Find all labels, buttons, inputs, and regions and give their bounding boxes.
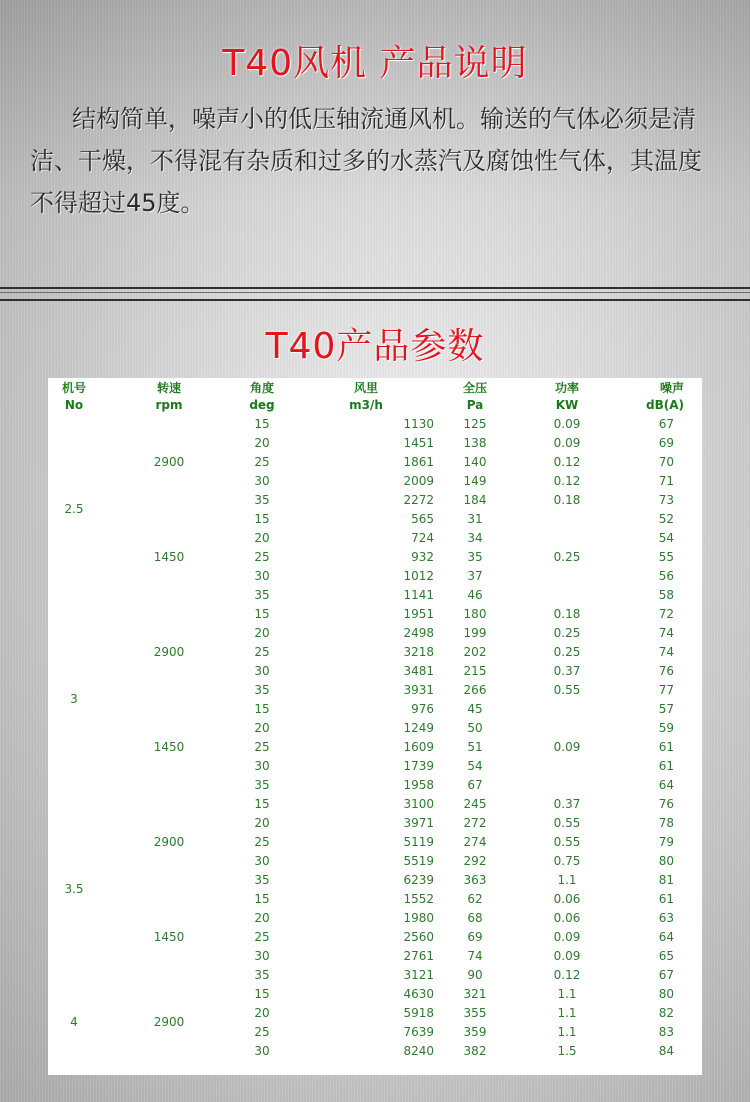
power-cell: 1.1 [557,986,577,1001]
power-cell: 0.25 [553,644,581,659]
airflow-cell: 5519 [403,853,434,868]
airflow-cell: 1861 [403,454,434,469]
airflow-cell: 3218 [403,644,434,659]
noise-cell: 78 [658,815,674,830]
fan-number-cell: 3 [70,692,78,706]
noise-cell: 76 [658,663,674,678]
airflow-cell: 5918 [403,1005,434,1020]
pressure-cell: 292 [463,853,487,868]
angle-cell: 15 [254,701,270,716]
table-row [48,414,702,433]
airflow-cell: 1451 [403,435,434,450]
noise-cell: 63 [658,910,674,925]
power-cell: 0.09 [553,416,581,431]
pressure-cell: 125 [463,416,487,431]
power-cell: 0.37 [553,796,581,811]
table-row [48,984,702,1003]
pressure-cell: 90 [467,967,483,982]
pressure-cell: 69 [467,929,483,944]
params-table-body [48,414,702,1060]
power-cell: 1.1 [557,1005,577,1020]
airflow-cell: 724 [411,530,434,545]
speed-cell: 1450 [153,549,185,564]
airflow-cell: 5119 [403,834,434,849]
power-cell: 0.09 [553,948,581,963]
angle-cell: 15 [254,416,270,431]
header-noise-en: dB(A) [646,398,684,412]
pressure-cell: 149 [463,473,487,488]
speed-cell: 2900 [153,454,185,469]
speed-cell: 1450 [153,929,185,944]
power-cell [504,756,630,775]
airflow-cell: 2560 [403,929,434,944]
angle-cell: 35 [254,492,270,507]
header-deg-cn: 角度 [249,380,274,395]
noise-cell: 80 [658,853,674,868]
power-cell: 1.1 [557,872,577,887]
pressure-cell: 215 [463,663,487,678]
power-cell: 0.06 [553,910,581,925]
pressure-cell: 35 [467,549,483,564]
angle-cell: 25 [254,929,270,944]
airflow-cell: 3100 [403,796,434,811]
power-cell: 0.55 [553,834,581,849]
params-title: T40产品参数 [265,326,485,367]
header-pressure-en: Pa [466,398,484,412]
angle-cell: 25 [254,454,270,469]
noise-cell: 72 [658,606,674,621]
power-cell: 0.12 [553,454,581,469]
noise-cell: 57 [658,701,674,716]
power-cell: 0.18 [553,492,581,507]
power-cell [504,566,630,585]
angle-cell: 15 [254,606,270,621]
header-rpm-en: rpm [155,398,183,412]
noise-cell: 54 [658,530,674,545]
power-cell [504,585,630,604]
angle-cell: 25 [254,834,270,849]
power-cell: 0.18 [553,606,581,621]
power-cell [504,509,630,528]
airflow-cell: 6239 [403,872,434,887]
angle-cell: 20 [254,435,270,450]
power-cell: 0.12 [553,967,581,982]
airflow-cell: 3971 [403,815,434,830]
pressure-cell: 199 [463,625,487,640]
airflow-cell: 8240 [403,1043,434,1058]
power-cell: 1.1 [557,1024,577,1039]
noise-cell: 73 [658,492,674,507]
airflow-cell: 1951 [403,606,434,621]
airflow-cell: 1958 [403,777,434,792]
angle-cell: 20 [254,530,270,545]
noise-cell: 61 [658,758,674,773]
pressure-cell: 359 [463,1024,487,1039]
table-row [48,794,702,813]
noise-cell: 83 [658,1024,674,1039]
angle-cell: 25 [254,1024,270,1039]
airflow-cell: 932 [411,549,434,564]
header-noise-cn: 噪声 [659,380,684,395]
airflow-cell: 1552 [403,891,434,906]
angle-cell: 30 [254,948,270,963]
airflow-cell: 2009 [403,473,434,488]
noise-cell: 64 [658,929,674,944]
airflow-cell: 1012 [403,568,434,583]
pressure-cell: 266 [463,682,487,697]
header-airflow-en: m3/h [349,398,383,412]
noise-cell: 65 [658,948,674,963]
angle-cell: 35 [254,967,270,982]
pressure-cell: 54 [467,758,483,773]
pressure-cell: 321 [463,986,487,1001]
noise-cell: 82 [658,1005,674,1020]
noise-cell: 67 [658,967,674,982]
noise-cell: 81 [658,872,674,887]
speed-cell: 1450 [153,739,185,754]
noise-cell: 76 [658,796,674,811]
power-cell [504,775,630,794]
header-rpm-cn: 转速 [156,380,181,395]
table-row [48,509,702,528]
speed-cell: 2900 [153,644,185,659]
noise-cell: 80 [658,986,674,1001]
airflow-cell: 7639 [403,1024,434,1039]
angle-cell: 35 [254,587,270,602]
power-cell: 0.37 [553,663,581,678]
header-row-cn [48,378,702,396]
table-row [48,604,702,623]
section-divider [0,287,750,301]
params-table [48,378,702,1060]
angle-cell: 20 [254,815,270,830]
angle-cell: 30 [254,853,270,868]
airflow-cell: 1609 [403,739,434,754]
angle-cell: 15 [254,986,270,1001]
airflow-cell: 2498 [403,625,434,640]
power-cell [504,718,630,737]
noise-cell: 64 [658,777,674,792]
power-cell: 0.09 [553,739,581,754]
noise-cell: 52 [658,511,674,526]
pressure-cell: 45 [467,701,483,716]
angle-cell: 20 [254,910,270,925]
noise-cell: 77 [658,682,674,697]
angle-cell: 20 [254,720,270,735]
header-power-cn: 功率 [554,380,579,395]
airflow-cell: 1739 [403,758,434,773]
pressure-cell: 34 [467,530,483,545]
header-airflow-cn: 风里 [353,380,378,395]
angle-cell: 30 [254,758,270,773]
table-row [48,889,702,908]
angle-cell: 30 [254,1043,270,1058]
header-no-en: No [64,398,84,412]
pressure-cell: 382 [463,1043,487,1058]
header-pressure-cn: 全压 [462,380,487,395]
angle-cell: 35 [254,872,270,887]
noise-cell: 61 [658,891,674,906]
noise-cell: 70 [658,454,674,469]
angle-cell: 35 [254,777,270,792]
power-cell: 0.25 [553,625,581,640]
power-cell: 0.09 [553,435,581,450]
params-table-panel [48,378,702,1075]
airflow-cell: 3481 [403,663,434,678]
pressure-cell: 46 [467,587,483,602]
power-cell: 0.09 [553,929,581,944]
noise-cell: 59 [658,720,674,735]
speed-cell: 2900 [153,834,185,849]
angle-cell: 20 [254,625,270,640]
power-cell: 0.75 [553,853,581,868]
pressure-cell: 51 [467,739,483,754]
pressure-cell: 31 [467,511,483,526]
table-row [48,699,702,718]
pressure-cell: 363 [463,872,487,887]
airflow-cell: 3931 [403,682,434,697]
power-cell [504,528,630,547]
angle-cell: 25 [254,644,270,659]
noise-cell: 74 [658,644,674,659]
header-no-cn: 机号 [61,380,86,395]
angle-cell: 30 [254,663,270,678]
pressure-cell: 355 [463,1005,487,1020]
angle-cell: 20 [254,1005,270,1020]
product-title: T40风机 产品说明 [222,43,528,84]
power-cell: 0.06 [553,891,581,906]
angle-cell: 15 [254,796,270,811]
angle-cell: 30 [254,568,270,583]
pressure-cell: 140 [463,454,487,469]
pressure-cell: 184 [463,492,487,507]
angle-cell: 25 [254,549,270,564]
noise-cell: 61 [658,739,674,754]
angle-cell: 25 [254,739,270,754]
pressure-cell: 37 [467,568,483,583]
header-deg-en: deg [249,398,275,412]
airflow-cell: 2272 [403,492,434,507]
noise-cell: 55 [658,549,674,564]
noise-cell: 69 [658,435,674,450]
airflow-cell: 1141 [403,587,434,602]
pressure-cell: 62 [467,891,483,906]
pressure-cell: 50 [467,720,483,735]
power-cell: 0.25 [553,549,581,564]
fan-number-cell: 4 [70,1015,78,1029]
noise-cell: 79 [658,834,674,849]
airflow-cell: 565 [411,511,434,526]
airflow-cell: 4630 [403,986,434,1001]
noise-cell: 74 [658,625,674,640]
power-cell: 0.55 [553,682,581,697]
pressure-cell: 67 [467,777,483,792]
noise-cell: 56 [658,568,674,583]
angle-cell: 15 [254,511,270,526]
fan-number-cell: 3.5 [64,882,84,896]
power-cell: 1.5 [557,1043,577,1058]
noise-cell: 67 [658,416,674,431]
pressure-cell: 138 [463,435,487,450]
airflow-cell: 976 [411,701,434,716]
header-row-en [48,396,702,414]
pressure-cell: 202 [463,644,487,659]
power-cell: 0.12 [553,473,581,488]
angle-cell: 35 [254,682,270,697]
fan-number-cell: 2.5 [64,502,84,516]
product-description: 结构简单，噪声小的低压轴流通风机。输送的气体必须是清洁、干燥，不得混有杂质和过多的水蒸汽及腐蚀性气体，其温度不得超过45度。 [30,105,702,217]
noise-cell: 71 [658,473,674,488]
airflow-cell: 1249 [403,720,434,735]
speed-cell: 2900 [153,1015,185,1029]
airflow-cell: 3121 [403,967,434,982]
noise-cell: 84 [658,1043,674,1058]
header-power-en: KW [555,398,579,412]
pressure-cell: 245 [463,796,487,811]
pressure-cell: 274 [463,834,487,849]
power-cell [504,699,630,718]
pressure-cell: 68 [467,910,483,925]
noise-cell: 58 [658,587,674,602]
airflow-cell: 1130 [403,416,434,431]
power-cell: 0.55 [553,815,581,830]
angle-cell: 30 [254,473,270,488]
airflow-cell: 2761 [403,948,434,963]
pressure-cell: 272 [463,815,487,830]
pressure-cell: 180 [463,606,487,621]
pressure-cell: 74 [467,948,483,963]
angle-cell: 15 [254,891,270,906]
airflow-cell: 1980 [403,910,434,925]
